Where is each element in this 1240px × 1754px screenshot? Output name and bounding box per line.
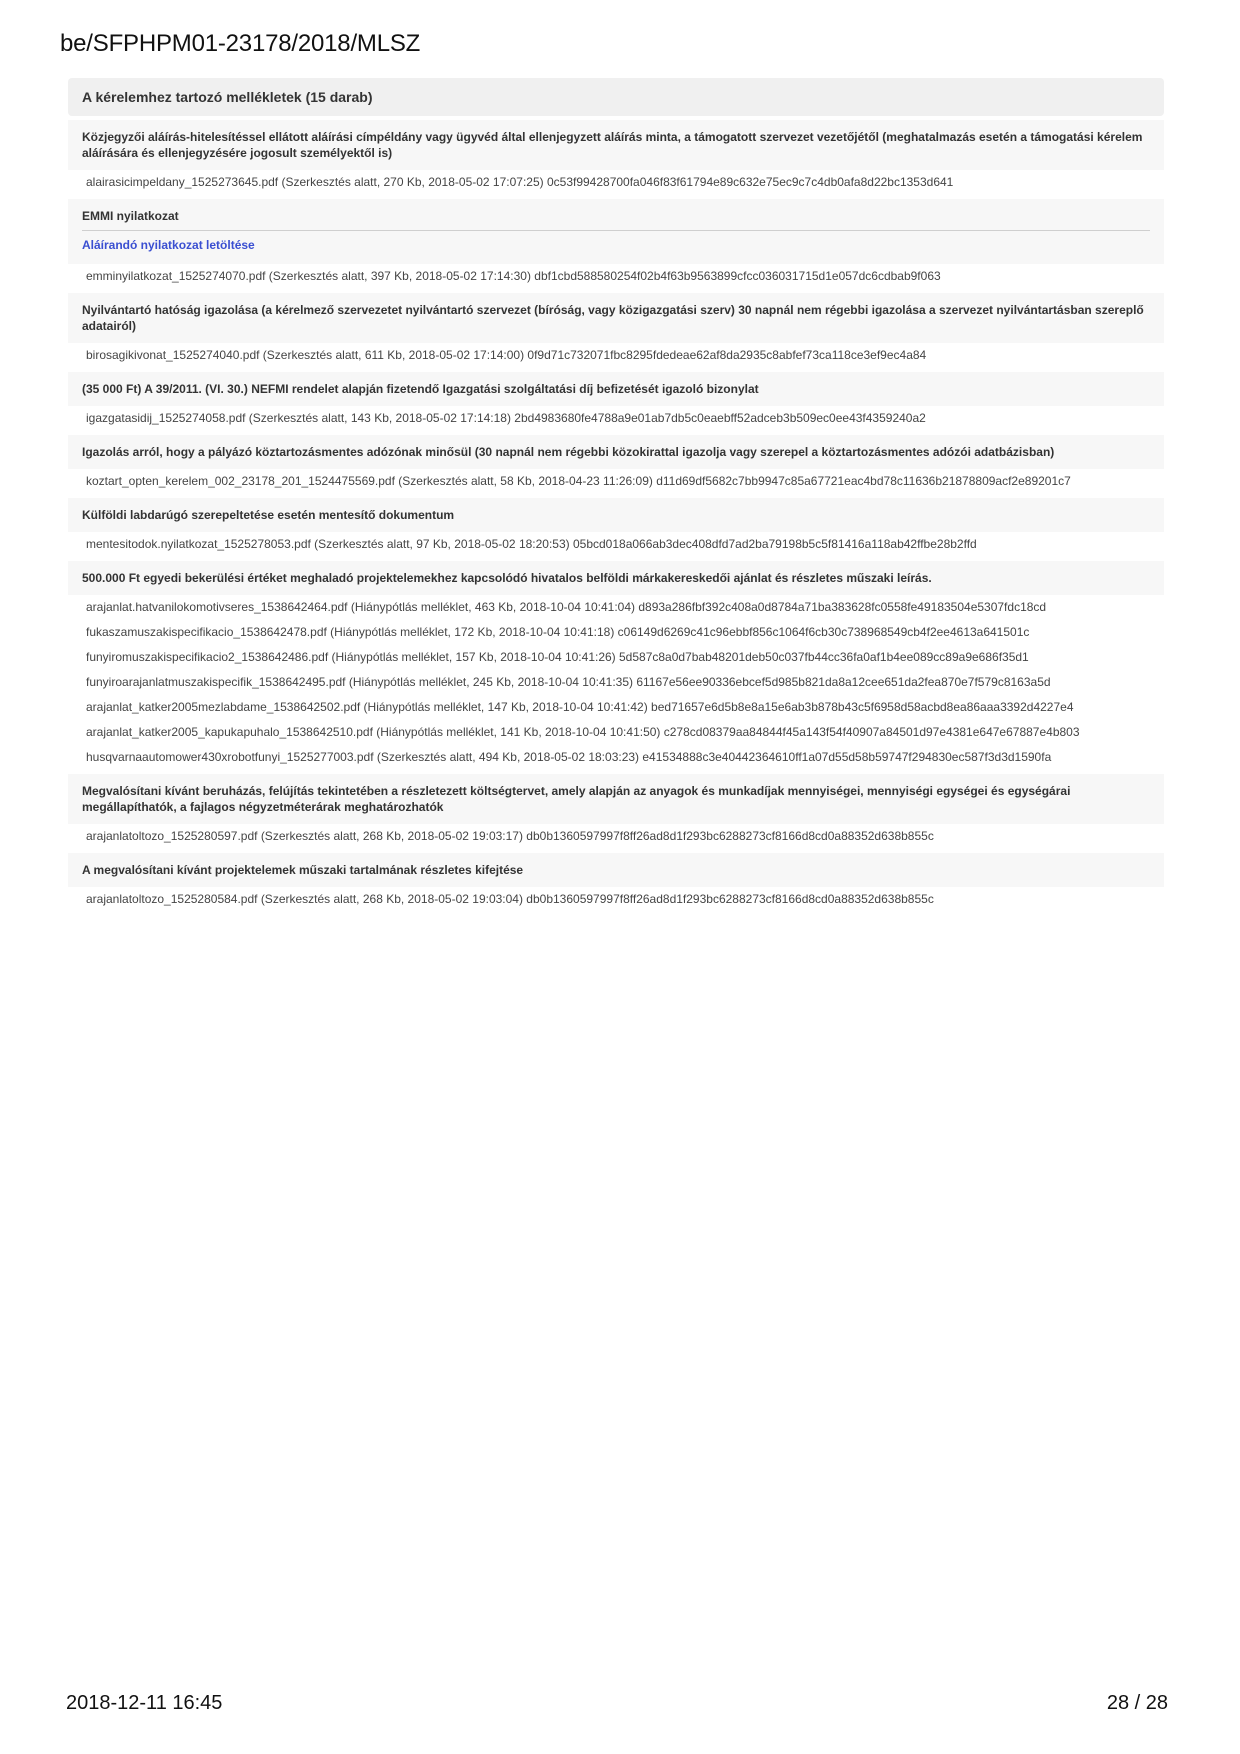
section-divider [82,230,1150,231]
section-title: (35 000 Ft) A 39/2011. (VI. 30.) NEFMI rendelet alapján fizetendő Igazgatási szolgáltatási díj befizetését igazoló bizonylat [82,382,759,396]
section-title: 500.000 Ft egyedi bekerülési értéket meghaladó projektelemekhez kapcsolódó hivatalos belföldi márkakereskedői ajánlat és részletes műszaki leírás. [82,571,932,585]
attachment-section-header [68,372,1164,406]
attachment-sections [68,120,1164,912]
attachment-section-header [68,561,1164,595]
attachment-file-entry: alairasicimpeldany_1525273645.pdf (Szerkesztés alatt, 270 Kb, 2018-05-02 17:07:25) 0c53f99428700fa046f83f61794e89c632e75ec9c7c4db0afa8d22bc1353d641 [86,175,954,189]
section-title: Külföldi labdarúgó szerepeltetése esetén mentesítő dokumentum [82,508,455,522]
attachment-file-entry: birosagikivonat_1525274040.pdf (Szerkesztés alatt, 611 Kb, 2018-05-02 17:14:00) 0f9d71c732071fbc8295fdedeae62af8da2935c8abfef73ca118ce3ef9ec4a84 [86,348,927,362]
attachment-file-entry: arajanlatoltozo_1525280584.pdf (Szerkesztés alatt, 268 Kb, 2018-05-02 19:03:04) db0b1360597997f8ff26ad8d1f293bc6288273cf8166d8cd0a88352d638b855c [86,892,934,906]
attachment-section-header [68,435,1164,469]
attachment-section-header [68,774,1164,824]
attachment-file-entry: arajanlat_katker2005mezlabdame_1538642502.pdf (Hiánypótlás melléklet, 147 Kb, 2018-10-04 10:41:42) bed71657e6d5b8e8a15e6ab3b878b43c5f6958d58acbd8ea86aaa3392d4227e4 [86,700,1074,714]
attachment-section-header [68,120,1164,170]
attachment-file-entry: emminyilatkozat_1525274070.pdf (Szerkesztés alatt, 397 Kb, 2018-05-02 17:14:30) dbf1cbd588580254f02b4f63b9563899cfcc036031715d1e057dc6cdbab9f063 [86,269,941,283]
attachment-file-entry: igazgatasidij_1525274058.pdf (Szerkesztés alatt, 143 Kb, 2018-05-02 17:14:18) 2bd4983680fe4788a9e01ab7db5c0eaebff52adceb3b509ec0ee43f4359240a2 [86,411,926,425]
attachment-section-header [68,293,1164,343]
document-id: be/SFPHPM01-23178/2018/MLSZ [60,30,421,57]
attachment-file-entry: funyiromuszakispecifikacio2_1538642486.pdf (Hiánypótlás melléklet, 157 Kb, 2018-10-04 10:41:26) 5d587c8a0d7bab48201deb50c037fb44cc36fa0af1b4ee089cc89a9e686f35d1 [86,650,1029,664]
section-title: Megvalósítani kívánt beruházás, felújítás tekintetében a részletezett költségtervet, amely alapján az anyagok és munkadíjak mennyiségei, mennyiségi egységei és egységárai megállapíthatók, a fajlagos négyzetméterárak meghatározhatók [82,784,1071,814]
panel-title: A kérelemhez tartozó mellékletek (15 darab) [68,78,1164,116]
footer-date: 2018-12-11 16:45 [66,1692,223,1714]
section-title: EMMI nyilatkozat [82,209,179,223]
section-title: Igazolás arról, hogy a pályázó köztartozásmentes adózónak minősül (30 napnál nem régebbi közokirattal igazolja vagy szerepel a köztartozásmentes adózói adatbázisban) [82,445,1055,459]
download-statement-link[interactable]: Aláírandó nyilatkozat letöltése [82,238,255,252]
attachment-section-header [68,199,1164,264]
attachment-file-entry: arajanlat.hatvanilokomotivseres_1538642464.pdf (Hiánypótlás melléklet, 463 Kb, 2018-10-04 10:41:04) d893a286fbf392c408a0d8784a71ba383628fc0558fe49183504e5307fdc18cd [86,600,1047,614]
footer-page-number: 28 / 28 [1106,1692,1168,1714]
section-title: A megvalósítani kívánt projektelemek műszaki tartalmának részletes kifejtése [82,863,524,877]
attachment-file-entry: koztart_opten_kerelem_002_23178_201_1524475569.pdf (Szerkesztés alatt, 58 Kb, 2018-04-23 11:26:09) d11d69df5682c7bb9947c85a67721eac4bd78c11636b21878809acf2e89201c7 [86,474,1071,488]
attachment-file-entry: arajanlat_katker2005_kapukapuhalo_1538642510.pdf (Hiánypótlás melléklet, 141 Kb, 2018-10-04 10:41:50) c278cd08379aa84844f45a143f54f40907a84501d97e4381e647e67887e4b803 [86,725,1080,739]
section-title: Nyilvántartó hatóság igazolása (a kérelmező szervezetet nyilvántartó szervezet (bíróság, vagy közigazgatási szerv) 30 napnál nem régebbi igazolása a szervezet nyilvántartásban szereplő adatairól) [82,303,1144,333]
attachment-section-header [68,498,1164,532]
attachment-section-header [68,853,1164,887]
attachment-file-entry: husqvarnaautomower430xrobotfunyi_1525277003.pdf (Szerkesztés alatt, 494 Kb, 2018-05-02 18:03:23) e41534888c3e40442364610ff1a07d55d58b59747f294830ec587f3d3d1590fa [86,750,1052,764]
attachment-file-entry: funyiroarajanlatmuszakispecifik_1538642495.pdf (Hiánypótlás melléklet, 245 Kb, 2018-10-04 10:41:35) 61167e56ee90336ebcef5d985b821da8a12cee651da2fea870e7f579c8163a5d [86,675,1051,689]
section-title: Közjegyzői aláírás-hitelesítéssel ellátott aláírási címpéldány vagy ügyvéd által ellenjegyzett aláírás minta, a támogatott szervezet vezetőjétől (meghatalmazás esetén a támogatási kérelem aláírására és ellenjegyzésére jogosult személyektől is) [82,130,1143,160]
attachment-file-entry: arajanlatoltozo_1525280597.pdf (Szerkesztés alatt, 268 Kb, 2018-05-02 19:03:17) db0b1360597997f8ff26ad8d1f293bc6288273cf8166d8cd0a88352d638b855c [86,829,934,843]
attachment-file-entry: fukaszamuszakispecifikacio_1538642478.pdf (Hiánypótlás melléklet, 172 Kb, 2018-10-04 10:41:18) c06149d6269c41c96ebbf856c1064f6cb30c738968549cb4f2ee4613a641501c [86,625,1030,639]
attachments-panel [68,78,1164,912]
attachment-file-entry: mentesitodok.nyilatkozat_1525278053.pdf (Szerkesztés alatt, 97 Kb, 2018-05-02 18:20:53) 05bcd018a066ab3dec408dfd7ad2ba79198b5c5f81416a118ab42ffbe28b2ffd [86,537,977,551]
